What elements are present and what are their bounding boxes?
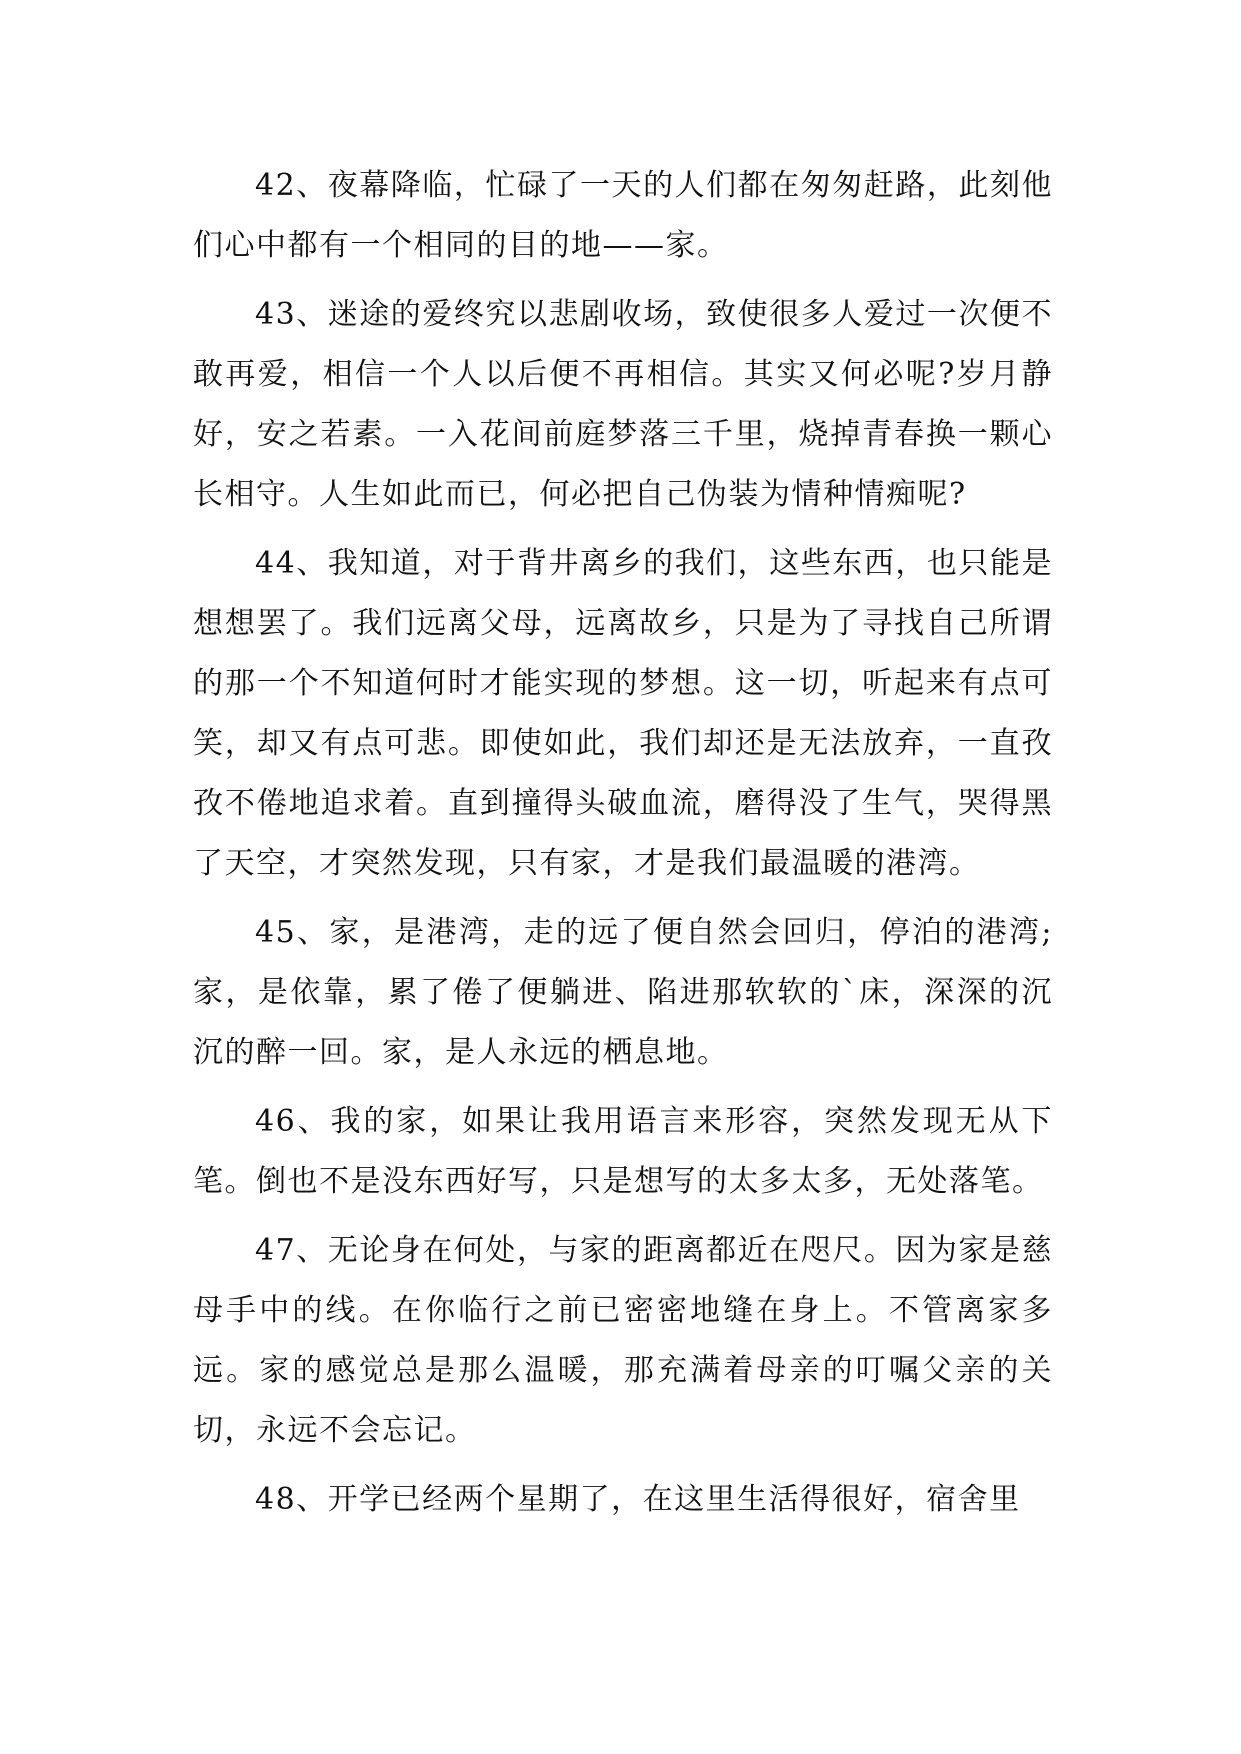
document-body — [193, 156, 1053, 1539]
paragraph-47: 47、无论身在何处，与家的距离都近在咫尺。因为家是慈母手中的线。在你临行之前已密密地缝在身上。不管离家多远。家的感觉总是那么温暖，那充满着母亲的叮嘱父亲的关切，永远不会忘记。 — [193, 1233, 1053, 1448]
paragraph-43: 43、迷途的爱终究以悲剧收场，致使很多人爱过一次便不敢再爱，相信一个人以后便不再相信。其实又何必呢?岁月静好，安之若素。一入花间前庭梦落三千里，烧掉青春换一颗心长相守。人生如此而已，何必把自己伪装为情种情痴呢? — [193, 297, 1053, 512]
paragraph-46: 46、我的家，如果让我用语言来形容，突然发现无从下笔。倒也不是没东西好写，只是想写的太多太多，无处落笔。 — [193, 1104, 1053, 1199]
paragraph-44: 44、我知道，对于背井离乡的我们，这些东西，也只能是想想罢了。我们远离父母，远离故乡，只是为了寻找自己所谓的那一个不知道何时才能实现的梦想。这一切，听起来有点可笑，却又有点可悲。即使如此，我们却还是无法放弃，一直孜孜不倦地追求着。直到撞得头破血流，磨得没了生气，哭得黑了天空，才突然发现，只有家，才是我们最温暖的港湾。 — [193, 546, 1053, 881]
paragraph-45: 45、家，是港湾，走的远了便自然会回归，停泊的港湾;家，是依靠，累了倦了便躺进、陷进那软软的`床，深深的沉沉的醉一回。家，是人永远的栖息地。 — [193, 915, 1053, 1070]
paragraph-48: 48、开学已经两个星期了，在这里生活得很好，宿舍里 — [255, 1482, 1021, 1517]
paragraph-42: 42、夜幕降临，忙碌了一天的人们都在匆匆赶路，此刻他们心中都有一个相同的目的地——家。 — [193, 168, 1053, 263]
